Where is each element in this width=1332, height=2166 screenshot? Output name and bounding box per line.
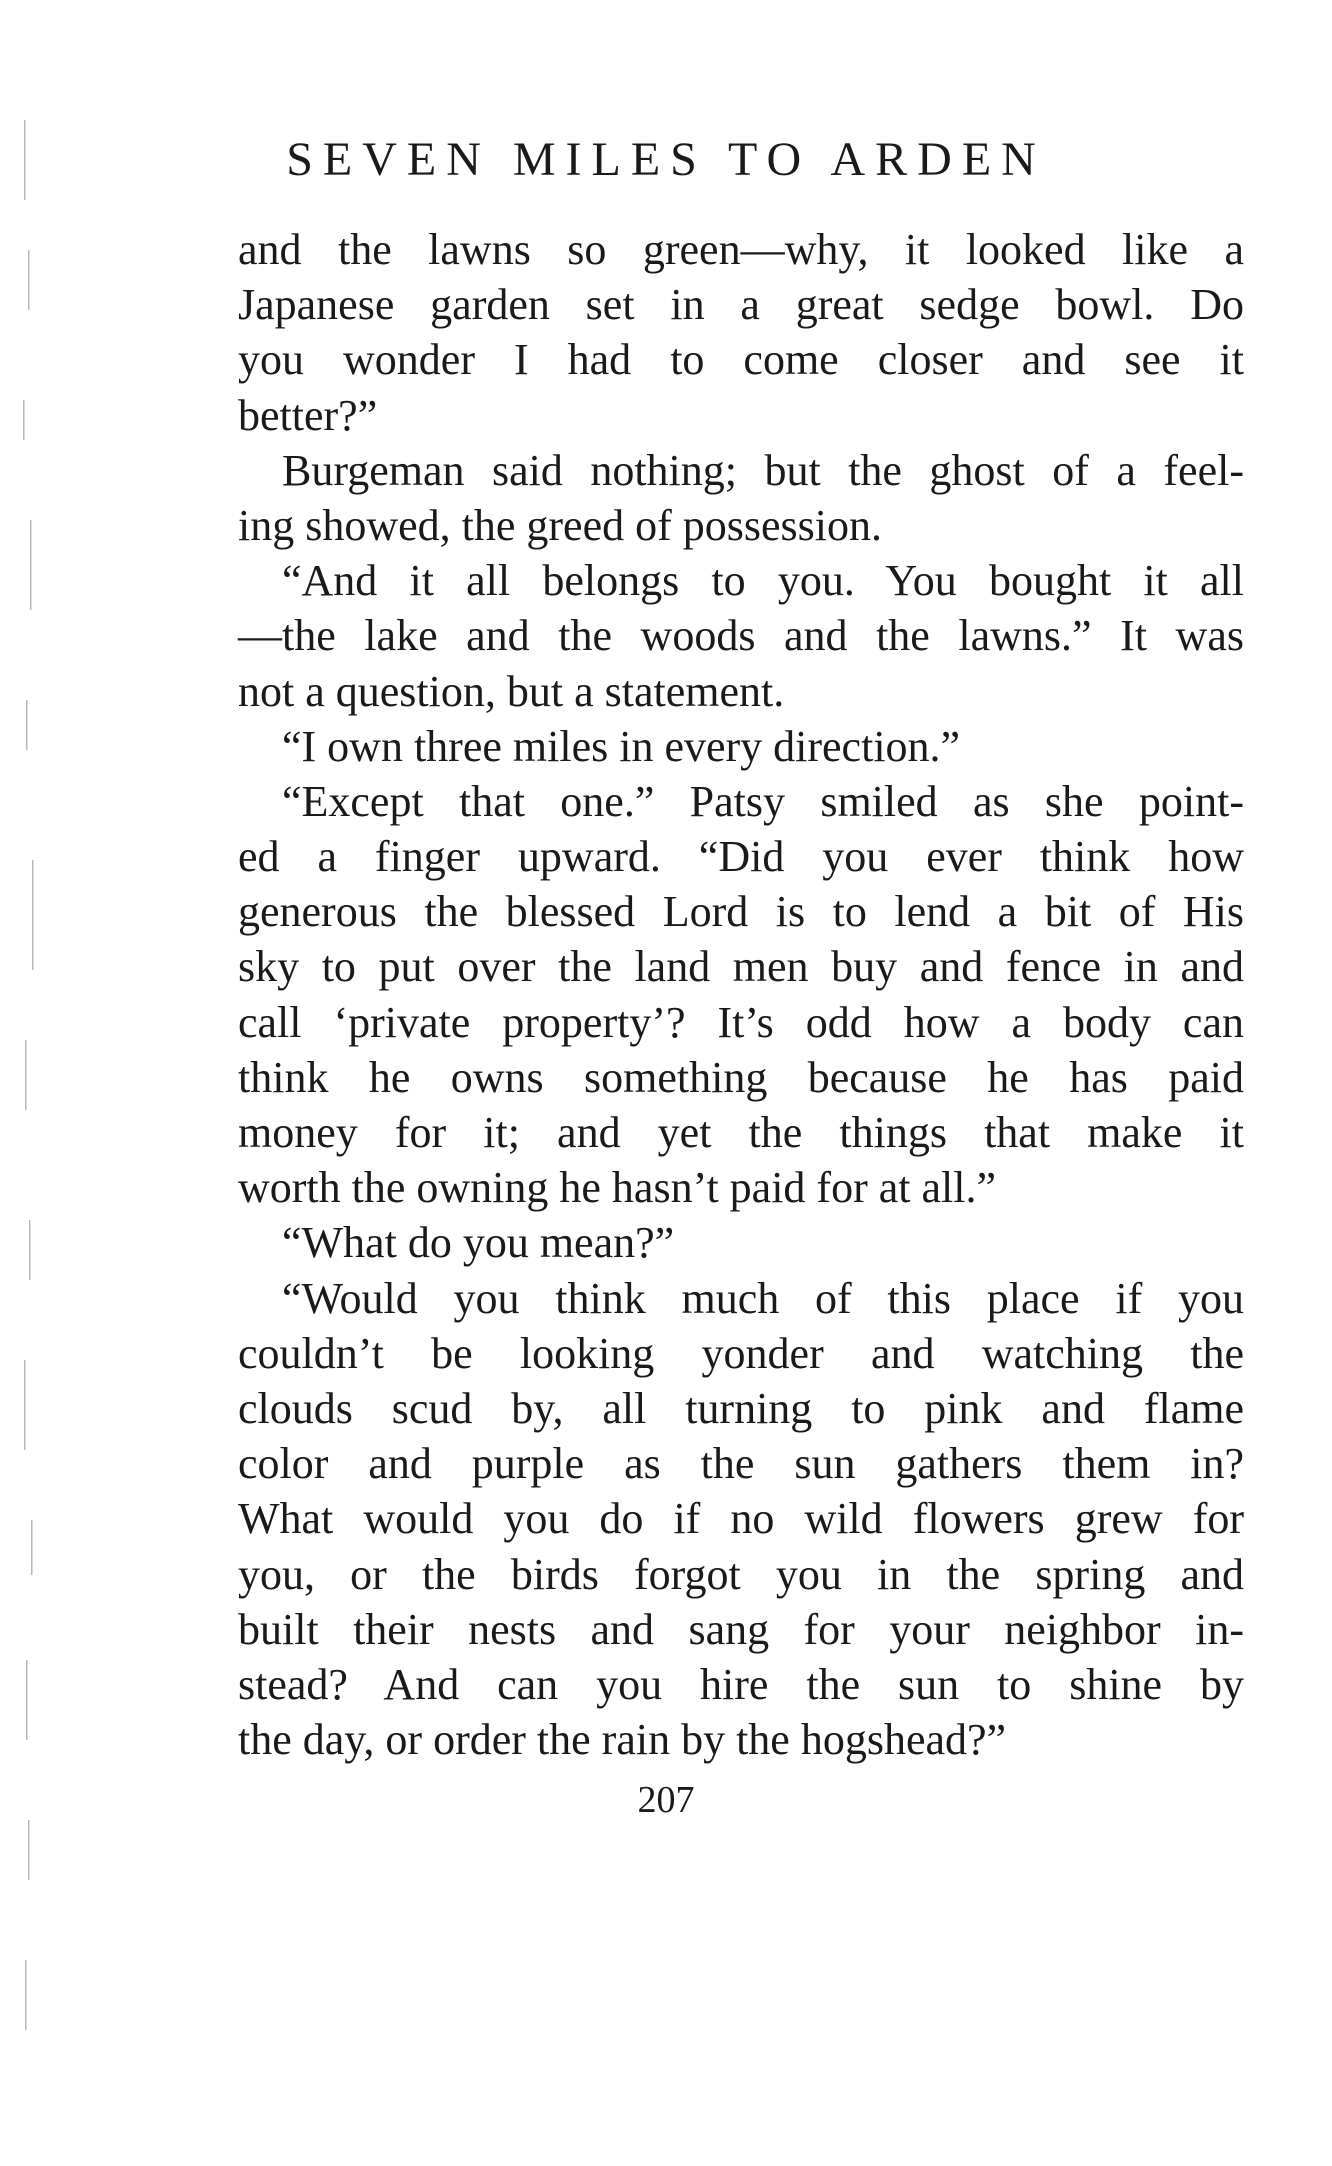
text-line: generous the blessed Lord is to lend a bit of His (238, 887, 1244, 937)
text-line: “And it all belongs to you. You bought it all (282, 556, 1244, 606)
text-line: and the lawns so green—why, it looked like a (238, 225, 1244, 274)
body-text (238, 222, 1244, 1767)
page-number: 207 (637, 1779, 695, 1821)
text-line: the day, or order the rain by the hogshead?” (238, 1715, 1007, 1765)
text-line: Burgeman said nothing; but the ghost of a feel- (282, 445, 1244, 495)
text-line: couldn’t be looking yonder and watching the (238, 1328, 1244, 1378)
text-line: Japanese garden set in a great sedge bowl. Do (238, 280, 1244, 330)
text-line: worth the owning he hasn’t paid for at all.” (238, 1163, 996, 1213)
text-line: think he owns something because he has paid (238, 1052, 1244, 1102)
text-line: money for it; and yet the things that make it (238, 1108, 1244, 1157)
text-line: not a question, but a statement. (238, 666, 785, 716)
text-line: “What do you mean?” (282, 1218, 675, 1268)
text-line: you wonder I had to come closer and see it (238, 335, 1244, 385)
text-line: call ‘private property’? It’s odd how a body can (238, 997, 1244, 1047)
text-line: sky to put over the land men buy and fence in and (238, 942, 1244, 992)
text-line: you, or the birds forgot you in the spring and (238, 1549, 1244, 1599)
text-line: “I own three miles in every direction.” (282, 721, 961, 771)
text-line: —the lake and the woods and the lawns.” It was (238, 611, 1244, 661)
text-line: ing showed, the greed of possession. (238, 500, 883, 550)
text-line: “Except that one.” Patsy smiled as she point- (282, 776, 1244, 826)
running-head: SEVEN MILES TO ARDEN (286, 133, 1046, 186)
text-line: clouds scud by, all turning to pink and flame (238, 1383, 1244, 1433)
text-line: ed a finger upward. “Did you ever think how (238, 832, 1244, 882)
text-line: What would you do if no wild flowers grew for (238, 1494, 1244, 1544)
text-line: stead? And can you hire the sun to shine by (238, 1659, 1244, 1709)
text-line: built their nests and sang for your neighbor in- (238, 1604, 1244, 1654)
text-line: better?” (238, 390, 378, 440)
text-line: color and purple as the sun gathers them in? (238, 1439, 1244, 1489)
text-line: “Would you think much of this place if you (282, 1273, 1244, 1323)
